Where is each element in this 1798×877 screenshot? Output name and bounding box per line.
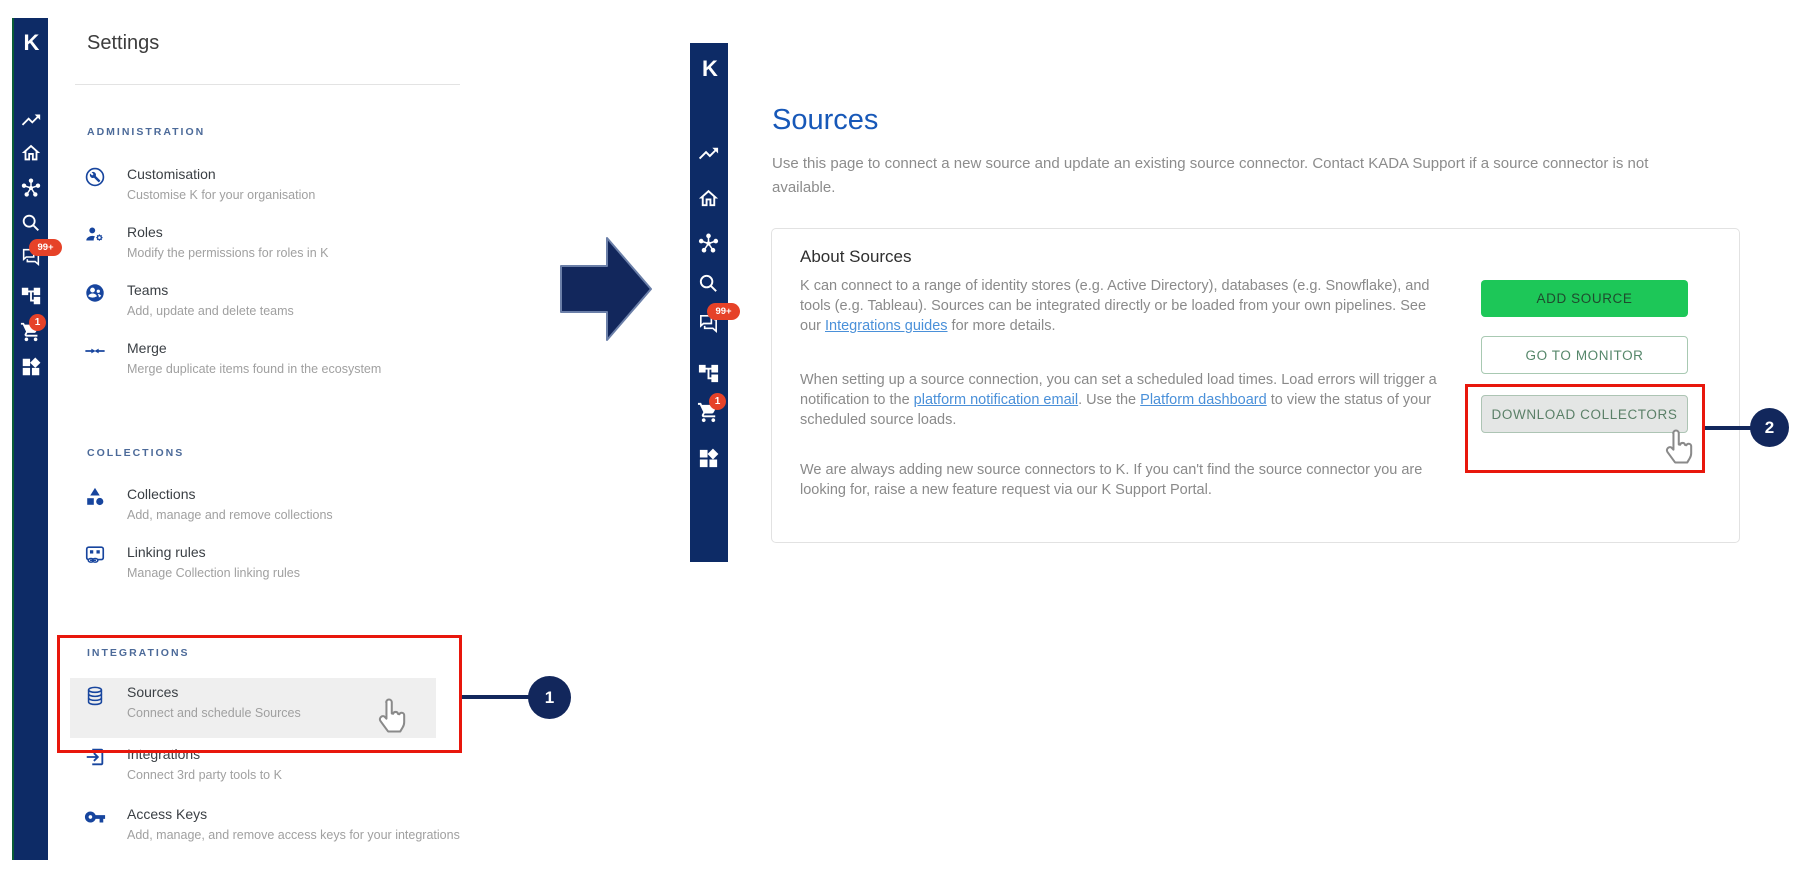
k-logo: K — [702, 55, 717, 81]
platform-notification-email-link[interactable]: platform notification email — [913, 392, 1079, 408]
menu-item-title: Merge — [127, 340, 167, 356]
hand-cursor-icon — [1660, 428, 1694, 466]
linking-rules-icon — [84, 544, 106, 566]
widgets-icon[interactable] — [20, 356, 42, 378]
cart-badge: 1 — [29, 314, 46, 331]
tree-icon[interactable] — [697, 362, 720, 385]
right-nav-rail — [690, 43, 732, 562]
network-icon[interactable] — [20, 177, 42, 199]
hand-cursor-icon — [373, 697, 407, 735]
menu-item-title: Access Keys — [127, 806, 208, 822]
menu-item-title: Roles — [127, 224, 163, 240]
section-integrations: INTEGRATIONS — [87, 647, 190, 659]
trending-icon[interactable] — [697, 142, 720, 165]
settings-title: Settings — [87, 32, 160, 54]
divider — [75, 84, 460, 85]
go-to-monitor-button[interactable]: GO TO MONITOR — [1481, 336, 1688, 374]
paragraph-text: to view the status of your scheduled source loads. — [800, 392, 1432, 428]
menu-item-subtitle: Connect and schedule Sources — [127, 706, 301, 720]
home-icon[interactable] — [20, 142, 42, 164]
annotation-line-1 — [462, 695, 529, 699]
integrations-guides-link[interactable]: Integrations guides — [825, 318, 948, 334]
menu-item-roles[interactable] — [127, 224, 477, 261]
page-title: Sources — [772, 104, 879, 136]
menu-item-title: Integrations — [127, 746, 201, 762]
arrow-right-icon — [560, 234, 655, 349]
menu-item-collections[interactable] — [127, 486, 477, 523]
menu-item-teams[interactable] — [127, 282, 477, 319]
menu-item-linking-rules[interactable] — [127, 544, 477, 581]
left-nav-rail — [14, 18, 54, 860]
menu-item-title: Sources — [127, 684, 179, 700]
menu-item-merge[interactable] — [127, 340, 477, 377]
annotation-step-1: 1 — [528, 676, 571, 719]
card-paragraph-1 — [800, 262, 1450, 336]
menu-item-subtitle: Modify the permissions for roles in K — [127, 246, 329, 260]
menu-item-title: Teams — [127, 282, 169, 298]
search-icon[interactable] — [20, 212, 42, 234]
card-paragraph-3: We are always adding new source connectors to K. If you can't find the source connector you are looking for, raise a new feature request via our K Support Portal. — [800, 462, 1423, 498]
k-logo: K — [23, 30, 39, 55]
menu-item-access-keys[interactable] — [127, 806, 477, 843]
collections-icon — [84, 486, 106, 508]
card-paragraph-2 — [800, 356, 1450, 430]
widgets-icon[interactable] — [697, 447, 720, 470]
teams-icon — [84, 282, 106, 304]
section-collections: COLLECTIONS — [87, 447, 185, 459]
download-collectors-button[interactable]: DOWNLOAD COLLECTORS — [1481, 395, 1688, 433]
menu-item-subtitle: Add, update and delete teams — [127, 304, 294, 318]
menu-item-subtitle: Add, manage, and remove access keys for your integrations — [127, 828, 460, 842]
tree-icon[interactable] — [20, 285, 42, 307]
menu-item-subtitle: Add, manage and remove collections — [127, 508, 333, 522]
add-source-button[interactable]: ADD SOURCE — [1481, 280, 1688, 317]
paragraph-text: When setting up a source connection, you can set a scheduled load times. Load errors will trigger a notification to the — [800, 372, 1437, 408]
platform-dashboard-link[interactable]: Platform dashboard — [1140, 392, 1267, 408]
customisation-icon — [84, 166, 106, 188]
menu-item-subtitle: Connect 3rd party tools to K — [127, 768, 282, 782]
annotation-line-2 — [1705, 426, 1752, 430]
trending-icon[interactable] — [20, 109, 42, 131]
chat-badge: 99+ — [707, 303, 740, 320]
annotation-box-1 — [57, 635, 462, 753]
access-keys-icon — [84, 806, 106, 828]
merge-icon — [84, 340, 106, 362]
paragraph-text: . Use the — [1078, 392, 1141, 408]
chat-badge: 99+ — [29, 239, 62, 256]
menu-item-subtitle: Merge duplicate items found in the ecosystem — [127, 362, 382, 376]
roles-icon — [84, 224, 106, 246]
section-administration: ADMINISTRATION — [87, 126, 206, 138]
annotation-step-2: 2 — [1750, 408, 1789, 447]
menu-item-subtitle: Customise K for your organisation — [127, 188, 316, 202]
home-icon[interactable] — [697, 187, 720, 210]
cart-badge: 1 — [709, 393, 726, 410]
card-title: About Sources — [800, 247, 912, 266]
network-icon[interactable] — [697, 232, 720, 255]
paragraph-text: K can connect to a range of identity stores (e.g. Active Directory), databases (e.g. Snowflake), and tools (e.g. Tableau). Sources can be integrated directly or be loaded from your own pipelines. See our — [800, 278, 1430, 334]
paragraph-text: for more details. — [947, 318, 1056, 334]
menu-item-customisation[interactable] — [127, 166, 477, 203]
menu-item-title: Collections — [127, 486, 196, 502]
search-icon[interactable] — [697, 272, 720, 295]
menu-item-title: Linking rules — [127, 544, 206, 560]
menu-item-title: Customisation — [127, 166, 216, 182]
page-intro: Use this page to connect a new source and update an existing source connector. Contact KADA Support if a source connector is not available. — [772, 155, 1649, 196]
menu-item-subtitle: Manage Collection linking rules — [127, 566, 301, 580]
